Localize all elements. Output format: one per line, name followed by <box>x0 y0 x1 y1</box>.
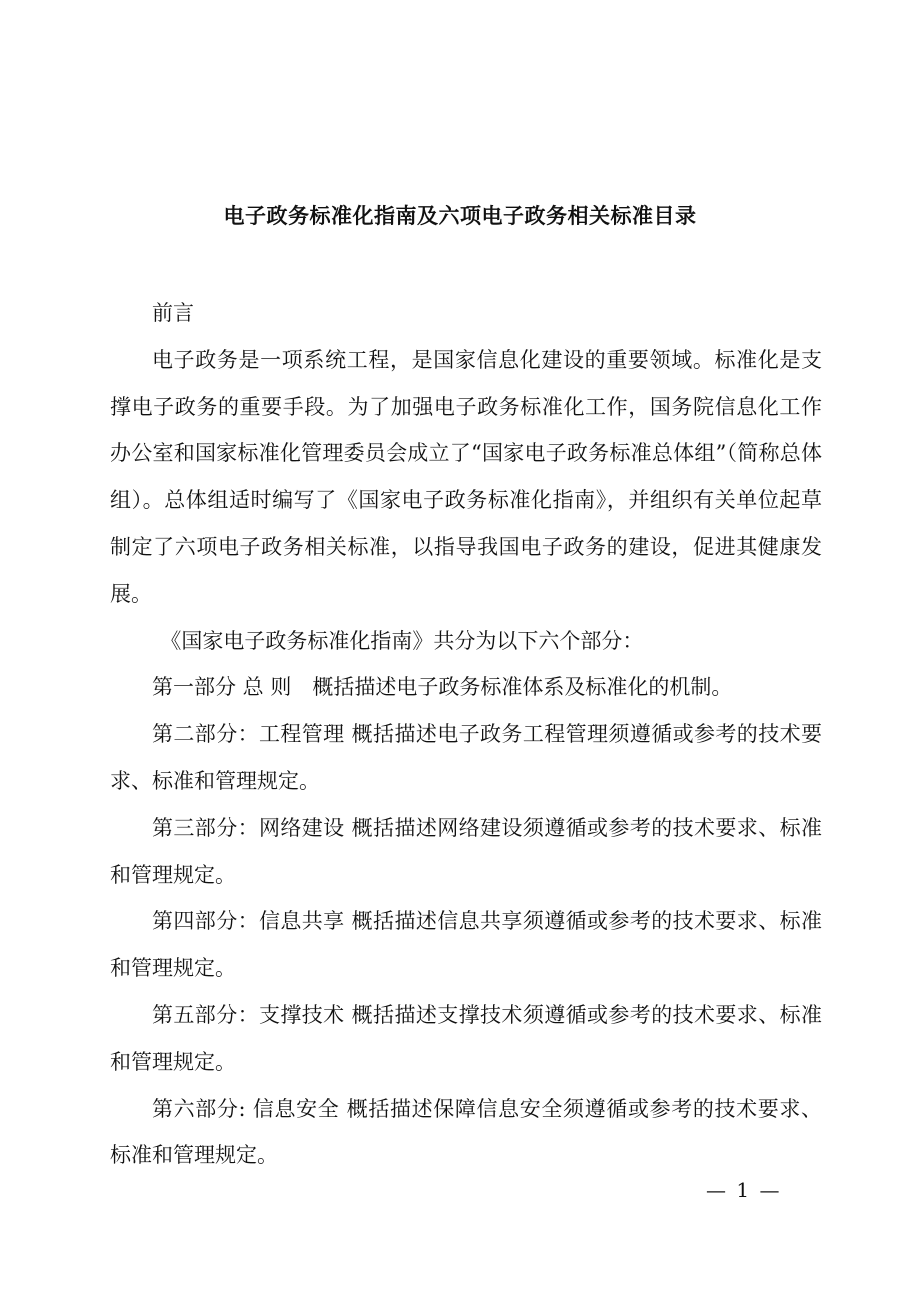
part-four-paragraph: 第四部分：信息共享 概括描述信息共享须遵循或参考的技术要求、标准和管理规定。 <box>110 909 822 981</box>
part-five-paragraph: 第五部分：支撑技术 概括描述支撑技术须遵循或参考的技术要求、标准和管理规定。 <box>110 1002 822 1074</box>
intro-paragraph: 电子政务是一项系统工程，是国家信息化建设的重要领域。标准化是支撑电子政务的重要手段。为了加强电子政务标准化工作，国务院信息化工作办公室和国家标准化管理委员会成立了“国家电子政务标准总体组”（简称总体组）。总体组适时编写了《国家电子政务标准化指南》，并组织有关单位起草制定了六项电子政务相关标准，以指导我国电子政务的建设，促进其健康发展。 <box>110 347 822 606</box>
part-two-paragraph: 第二部分：工程管理 概括描述电子政务工程管理须遵循或参考的技术要求、标准和管理规定。 <box>110 722 822 793</box>
preface-heading: 前言 <box>152 301 194 325</box>
document-body <box>110 290 822 1179</box>
guide-parts-intro: 《国家电子政务标准化指南》共分为以下六个部分： <box>160 628 644 653</box>
document-title: 电子政务标准化指南及六项电子政务相关标准目录 <box>223 203 697 228</box>
part-six-paragraph: 第六部分: 信息安全 概括描述保障信息安全须遵循或参考的技术要求、标准和管理规定。 <box>110 1096 822 1168</box>
page-number: — 1 — <box>706 1178 782 1202</box>
part-three-paragraph: 第三部分：网络建设 概括描述网络建设须遵循或参考的技术要求、标准和管理规定。 <box>110 815 822 887</box>
part-one-paragraph: 第一部分 总 则 概括描述电子政务标准体系及标准化的机制。 <box>152 675 733 700</box>
